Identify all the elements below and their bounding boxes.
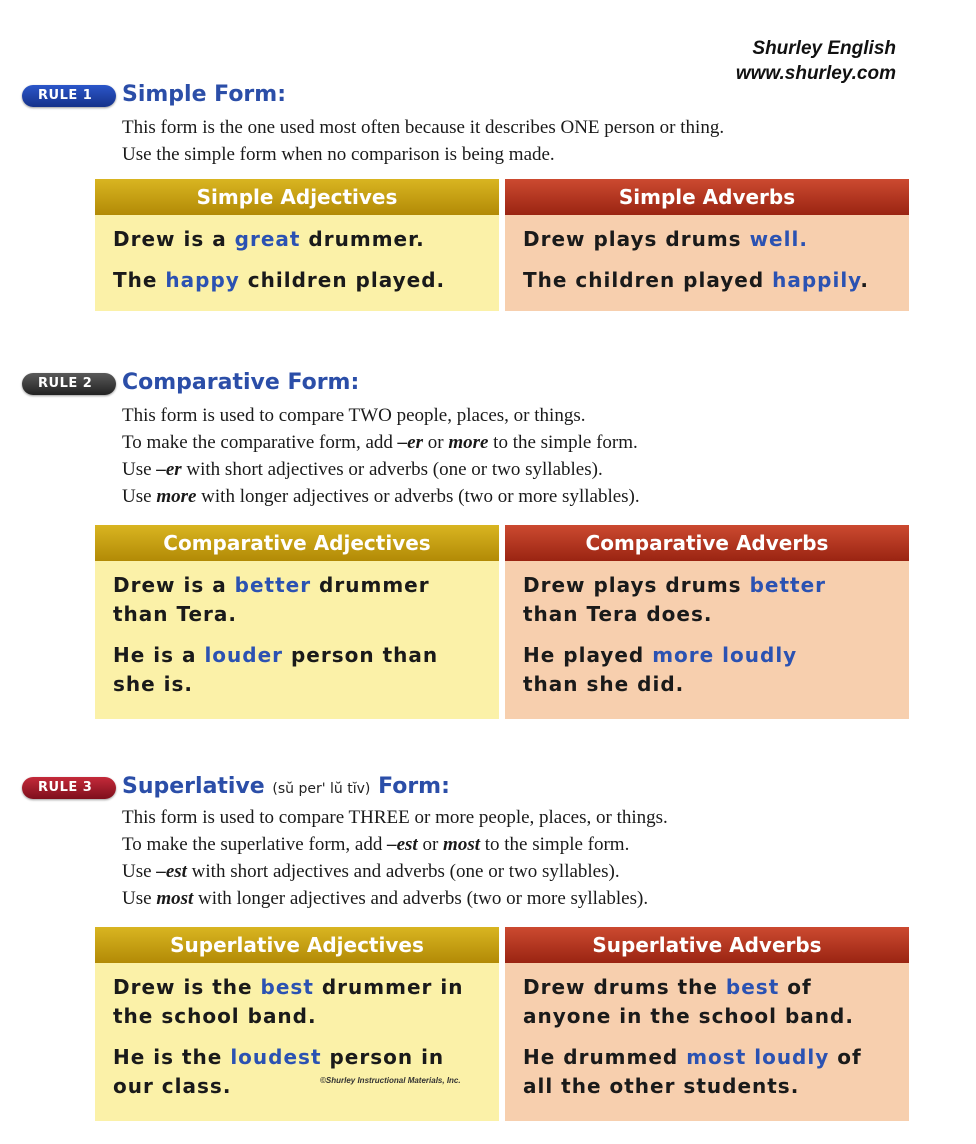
highlighted-word: better: [234, 573, 312, 597]
box-header: Simple Adjectives: [95, 179, 499, 215]
highlighted-word: more loudly: [652, 643, 798, 667]
comparative-adverbs-box: [505, 525, 909, 719]
box-header: Superlative Adjectives: [95, 927, 499, 963]
emphasis-term: more: [448, 432, 489, 453]
description-line: Use most with longer adjectives and adverbs (two or more syllables).: [122, 888, 649, 909]
emphasis-term: more: [156, 486, 197, 507]
description-line: To make the comparative form, add –er or more to the simple form.: [122, 432, 638, 453]
highlighted-word: louder: [204, 643, 284, 667]
rule-3-title: [122, 774, 450, 799]
highlighted-word: happy: [165, 268, 240, 292]
simple-adjectives-box: [95, 179, 499, 311]
branding: [736, 36, 896, 86]
rule-2-description: [122, 402, 640, 510]
example-sentence: The children played happily.: [523, 268, 869, 292]
example-sentence: Drew plays drums better than Tera does.: [523, 573, 826, 626]
rule-3-title-suffix: Form:: [378, 774, 450, 799]
rule-1-title: Simple Form:: [122, 82, 287, 107]
rule-1-badge: RULE 1: [22, 85, 116, 107]
highlighted-word: loudest: [230, 1045, 322, 1069]
example-sentence: Drew is a better drummer than Tera.: [113, 573, 430, 626]
highlighted-word: best: [725, 975, 780, 999]
rule-2-section: [0, 370, 976, 696]
highlighted-word: most loudly: [686, 1045, 830, 1069]
example-sentence: He is the loudest person in our class.: [113, 1045, 445, 1098]
emphasis-term: most: [443, 834, 480, 855]
highlighted-word: happily: [772, 268, 861, 292]
example-sentence: He drummed most loudly of all the other students.: [523, 1045, 862, 1098]
brand-name: Shurley English: [752, 38, 896, 59]
rule-2-title: Comparative Form:: [122, 370, 360, 395]
rule-2-badge: RULE 2: [22, 373, 116, 395]
example-sentence: Drew drums the best of anyone in the school band.: [523, 975, 854, 1028]
description-line: To make the superlative form, add –est or most to the simple form.: [122, 834, 630, 855]
copyright-notice: ©Shurley Instructional Materials, Inc.: [320, 1076, 461, 1085]
description-line: This form is the one used most often because it describes ONE person or thing.: [122, 117, 725, 138]
example-sentence: Drew plays drums well.: [523, 227, 808, 251]
emphasis-term: –er: [156, 459, 182, 480]
emphasis-term: –er: [397, 432, 423, 453]
superlative-adjectives-box: [95, 927, 499, 1121]
highlighted-word: well.: [749, 227, 808, 251]
example-sentence: The happy children played.: [113, 268, 446, 292]
description-line: Use the simple form when no comparison is being made.: [122, 144, 555, 165]
description-line: Use –est with short adjectives and adverbs (one or two syllables).: [122, 861, 620, 882]
description-line: Use –er with short adjectives or adverbs (one or two syllables).: [122, 459, 603, 480]
simple-adverbs-box: [505, 179, 909, 311]
rule-3-description: [122, 804, 668, 912]
description-line: This form is used to compare TWO people, places, or things.: [122, 405, 586, 426]
rule-3-pronunciation: (sŭ per' lŭ tĭv): [272, 781, 371, 797]
emphasis-term: –est: [156, 861, 187, 882]
rule-3-badge: RULE 3: [22, 777, 116, 799]
brand-url: www.shurley.com: [735, 63, 896, 84]
rule-1-description: [122, 114, 724, 168]
highlighted-word: best: [260, 975, 314, 999]
emphasis-term: most: [156, 888, 194, 909]
example-sentence: He played more loudly than she did.: [523, 643, 798, 696]
description-line: This form is used to compare THREE or more people, places, or things.: [122, 807, 668, 828]
box-header: Comparative Adverbs: [505, 525, 909, 561]
emphasis-term: –est: [387, 834, 418, 855]
example-sentence: He is a louder person than she is.: [113, 643, 439, 696]
rule-3-title-word: Superlative: [122, 774, 265, 799]
box-header: Superlative Adverbs: [505, 927, 909, 963]
box-header: Simple Adverbs: [505, 179, 909, 215]
example-sentence: Drew is the best drummer in the school band.: [113, 975, 464, 1028]
comparative-adjectives-box: [95, 525, 499, 719]
example-sentence: Drew is a great drummer.: [113, 227, 425, 251]
superlative-adverbs-box: [505, 927, 909, 1121]
highlighted-word: great: [234, 227, 301, 251]
highlighted-word: better: [749, 573, 826, 597]
description-line: Use more with longer adjectives or adverbs (two or more syllables).: [122, 486, 640, 507]
rule-1-section: [0, 82, 976, 292]
box-header: Comparative Adjectives: [95, 525, 499, 561]
